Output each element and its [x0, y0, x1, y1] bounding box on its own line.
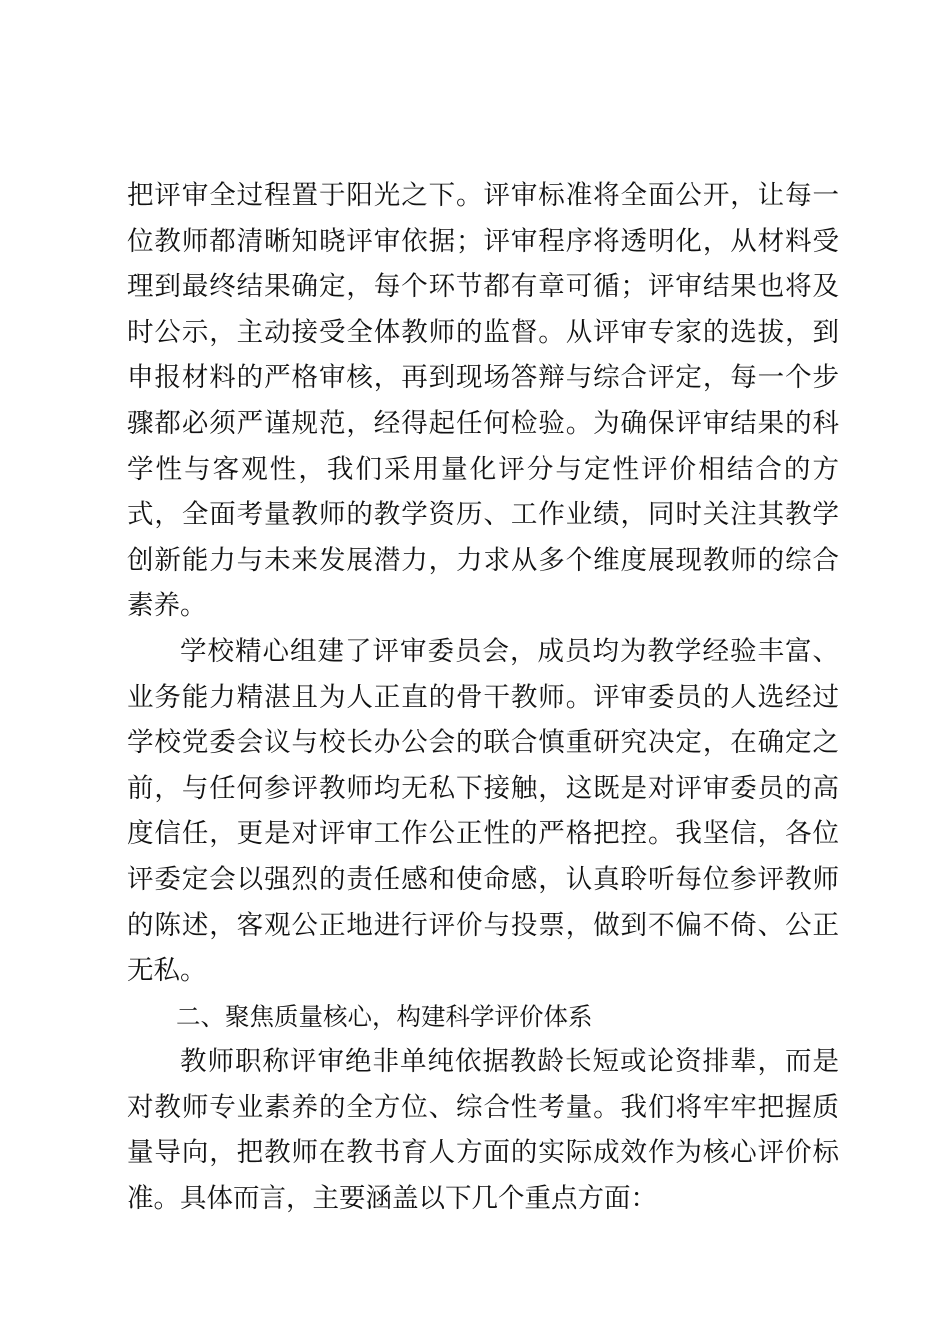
paragraph-continuation: 把评审全过程置于阳光之下。评审标准将全面公开，让每一位教师都清晰知晓评审依据；评审程序将透明化，从材料受理到最终结果确定，每个环节都有章可循；评审结果也将及时公示，主动接受全体教师的监督。从评审专家的选拔，到申报材料的严格审核，再到现场答辩与综合评定，每一个步骤都必须严谨规范，经得起任何检验。为确保评审结果的科学性与客观性，我们采用量化评分与定性评价相结合的方式，全面考量教师的教学资历、工作业绩，同时关注其教学创新能力与未来发展潜力，力求从多个维度展现教师的综合素养。: [127, 180, 839, 622]
section-heading: 二、聚焦质量核心，构建科学评价体系: [176, 1001, 593, 1031]
document-page: [127, 173, 839, 1222]
paragraph-evaluation-criteria: 教师职称评审绝非单纯依据教龄长短或论资排辈，而是对教师专业素养的全方位、综合性考量。我们将牢牢把握质量导向，把教师在教书育人方面的实际成效作为核心评价标准。具体而言，主要涵盖以下几个重点方面：: [127, 1046, 839, 1215]
paragraph-review-committee: 学校精心组建了评审委员会，成员均为教学经验丰富、业务能力精湛且为人正直的骨干教师。评审委员的人选经过学校党委会议与校长办公会的联合慎重研究决定，在确定之前，与任何参评教师均无私下接触，这既是对评审委员的高度信任，更是对评审工作公正性的严格把控。我坚信，各位评委定会以强烈的责任感和使命感，认真聆听每位参评教师的陈述，客观公正地进行评价与投票，做到不偏不倚、公正无私。: [127, 635, 839, 987]
